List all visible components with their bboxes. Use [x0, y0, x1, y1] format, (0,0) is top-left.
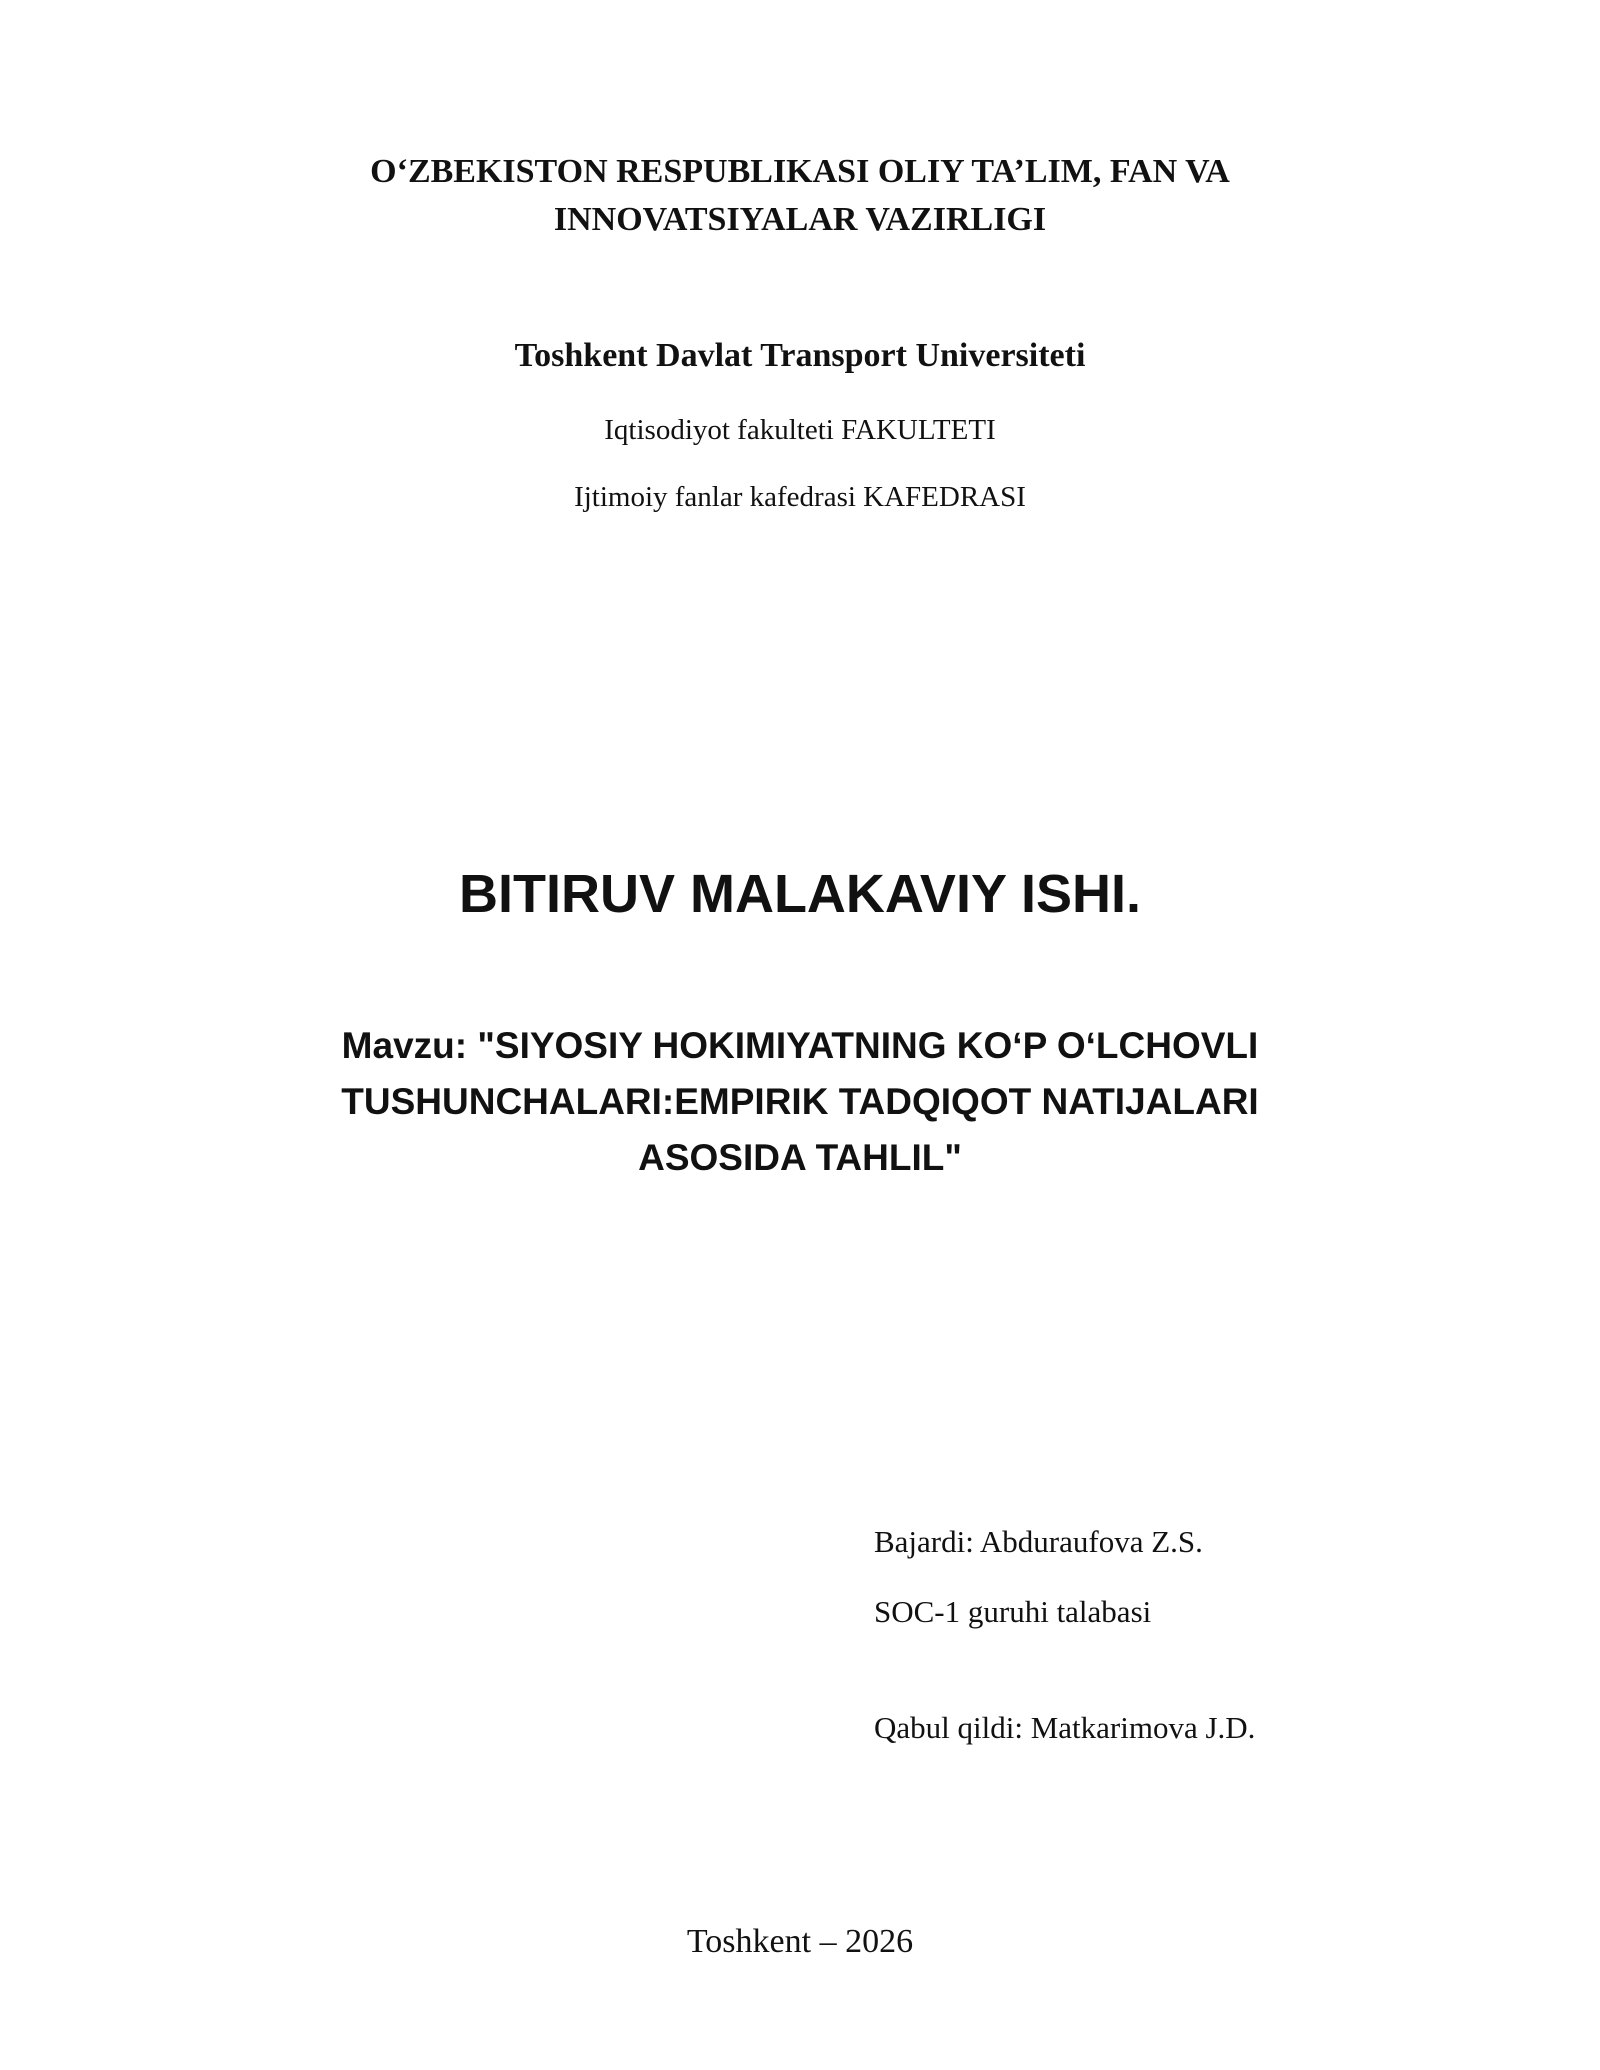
student-group-line: SOC-1 guruhi talabasi — [874, 1594, 1152, 1629]
thesis-topic — [290, 1018, 1310, 1186]
reviewer-line: Qabul qildi: Matkarimova J.D. — [874, 1710, 1256, 1745]
faculty-name: Iqtisodiyot fakulteti FAKULTETI — [604, 414, 996, 446]
department-name: Ijtimoiy fanlar kafedrasi KAFEDRASI — [574, 481, 1026, 513]
ministry-heading — [0, 148, 1600, 244]
topic-line-1: Mavzu: "SIYOSIY HOKIMIYATNING KO‘P O‘LCHOVLI — [341, 1025, 1259, 1066]
ministry-line-2: INNOVATSIYALAR VAZIRLIGI — [553, 201, 1047, 238]
topic-line-2: TUSHUNCHALARI:EMPIRIK TADQIQOT NATIJALARI — [341, 1081, 1259, 1122]
document-type-title: BITIRUV MALAKAVIY ISHI. — [458, 864, 1142, 924]
author-line: Bajardi: Abduraufova Z.S. — [874, 1524, 1203, 1559]
topic-line-3: ASOSIDA TAHLIL" — [638, 1137, 962, 1178]
city-year-footer: Toshkent – 2026 — [686, 1923, 914, 1960]
ministry-line-1: O‘ZBEKISTON RESPUBLIKASI OLIY TA’LIM, FAN VA — [370, 153, 1230, 190]
university-name: Toshkent Davlat Transport Universiteti — [514, 337, 1086, 374]
